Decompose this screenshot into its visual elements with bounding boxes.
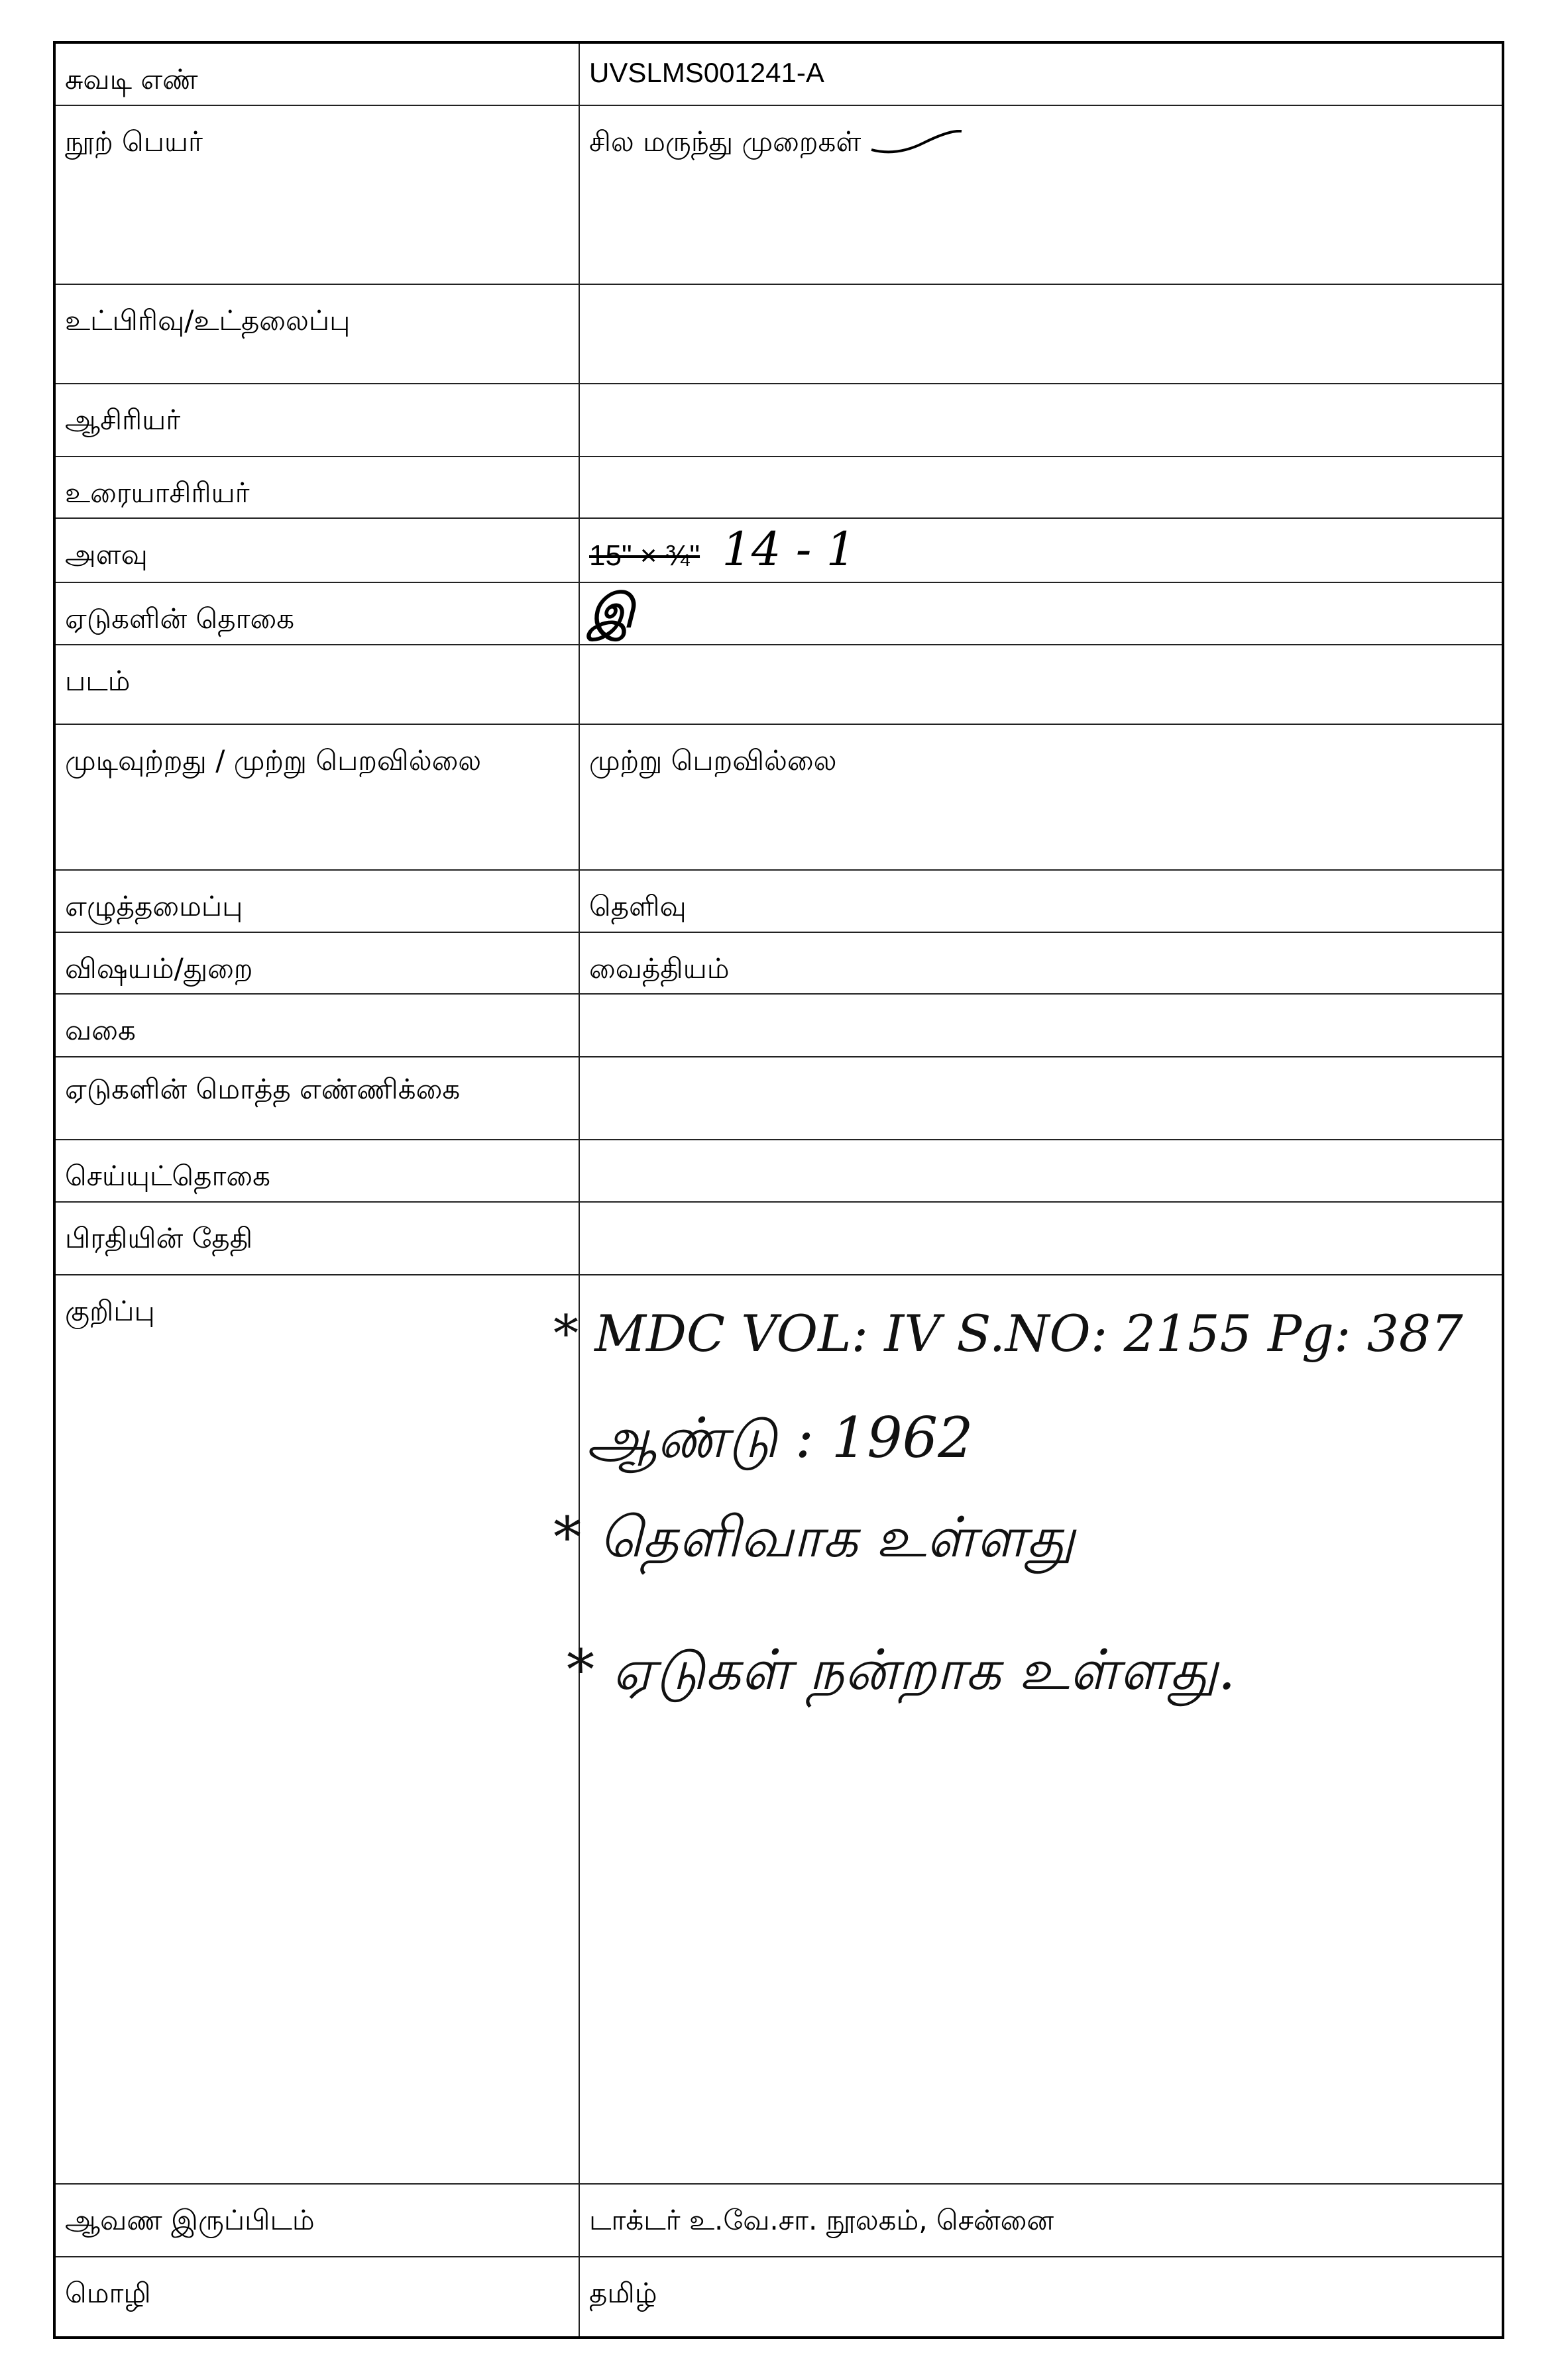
field-value: வைத்தியம் (579, 932, 1502, 995)
form-row (56, 932, 1502, 995)
field-value (579, 1140, 1502, 1202)
field-value: முற்று பெறவில்லை (579, 724, 1502, 870)
title-value: சில மருந்து முறைகள் (589, 125, 862, 158)
handwritten-note-line: ஆண்டு : 1962 (586, 1405, 974, 1470)
catalog-form-table (56, 44, 1502, 2336)
field-label: செய்யுட்தொகை (56, 1140, 579, 1202)
field-value (579, 384, 1502, 457)
field-label: அளவு (56, 518, 579, 582)
field-label: வகை (56, 994, 579, 1057)
field-value (579, 518, 1502, 582)
struck-size-value: 15" × ¾" (589, 539, 700, 572)
field-label: மொழி (56, 2257, 579, 2336)
field-label: முடிவுற்றது / முற்று பெறவில்லை (56, 724, 579, 870)
field-label: சுவடி எண் (56, 44, 579, 105)
form-row (56, 645, 1502, 724)
field-value: டாக்டர் உ.வே.சா. நூலகம், சென்னை (579, 2184, 1502, 2257)
field-value (579, 1202, 1502, 1275)
handwritten-note-line: * MDC VOL: IV S.NO: 2155 Pg: 387 (553, 1303, 1463, 1363)
form-row (56, 2257, 1502, 2336)
field-value (579, 457, 1502, 519)
field-label: படம் (56, 645, 579, 724)
field-label: ஆசிரியர் (56, 384, 579, 457)
field-value (579, 645, 1502, 724)
field-value (579, 994, 1502, 1057)
form-row (56, 2184, 1502, 2257)
catalog-card (53, 41, 1504, 2339)
form-row (56, 1057, 1502, 1140)
handwritten-note-line: * ஏடுகள் நன்றாக உள்ளது. (567, 1637, 1236, 1702)
form-row (56, 105, 1502, 284)
field-value (579, 582, 1502, 645)
field-value (579, 105, 1502, 284)
field-label: எழுத்தமைப்பு (56, 870, 579, 932)
handwritten-leaf-count: இ (589, 583, 635, 639)
form-row (56, 724, 1502, 870)
form-row (56, 457, 1502, 519)
field-label: உட்பிரிவு/உட்தலைப்பு (56, 284, 579, 384)
field-label: பிரதியின் தேதி (56, 1202, 579, 1275)
field-value: தமிழ் (589, 2277, 657, 2309)
field-value: UVSLMS001241-A (579, 44, 1502, 105)
form-row (56, 582, 1502, 645)
field-value (579, 284, 1502, 384)
field-label: விஷயம்/துறை (56, 932, 579, 995)
field-label: குறிப்பு (56, 1275, 579, 2184)
field-label: நூற் பெயர் (56, 105, 579, 284)
field-label: ஏடுகளின் மொத்த எண்ணிக்கை (56, 1057, 579, 1140)
field-label: ஏடுகளின் தொகை (56, 582, 579, 645)
handwritten-note-line: * தெளிவாக உள்ளது (553, 1504, 1076, 1570)
form-row (56, 870, 1502, 932)
form-row (56, 384, 1502, 457)
form-row (56, 518, 1502, 582)
form-row (56, 1140, 1502, 1202)
handwritten-size-value: 14 - 1 (722, 522, 856, 577)
form-row (56, 284, 1502, 384)
field-label: ஆவண இருப்பிடம் (56, 2184, 579, 2257)
form-row (56, 1202, 1502, 1275)
form-row (56, 1275, 1502, 2184)
checkmark-icon (870, 130, 963, 156)
form-row (56, 44, 1502, 105)
field-value: தெளிவு (579, 870, 1502, 932)
field-value (579, 1057, 1502, 1140)
notes-value (553, 1275, 1502, 2184)
field-label: உரையாசிரியர் (56, 457, 579, 519)
form-row (56, 994, 1502, 1057)
